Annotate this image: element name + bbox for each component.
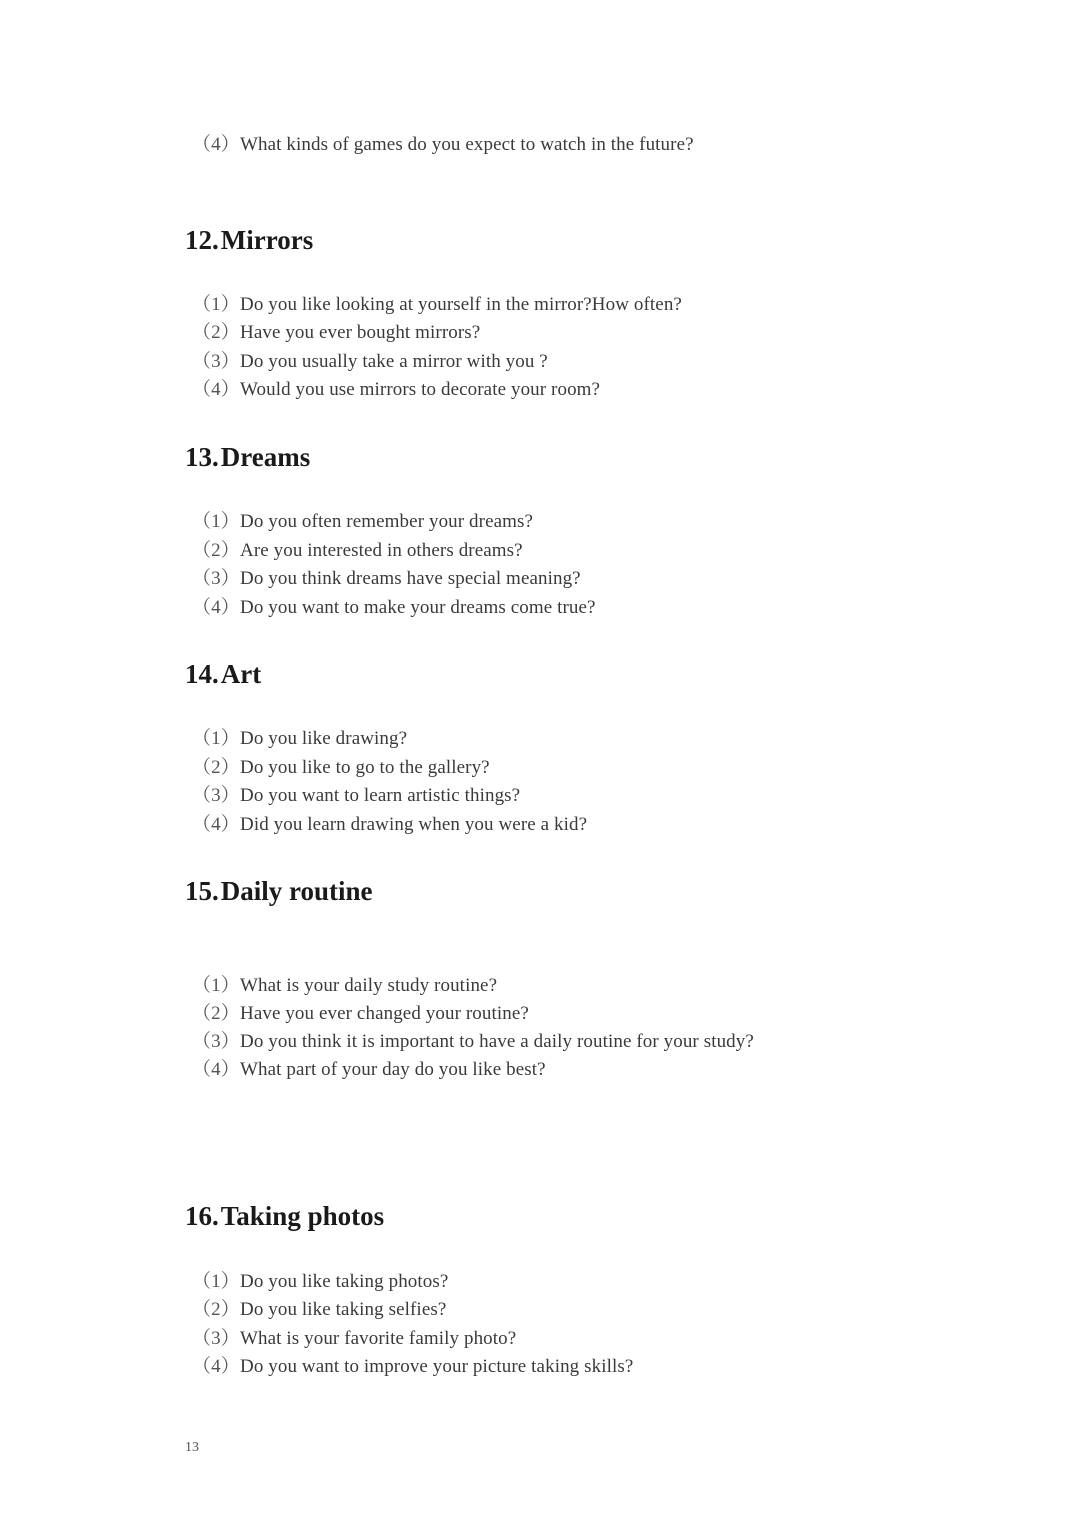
question-number: （4） <box>192 379 240 400</box>
question-text: Do you like drawing? <box>240 728 408 749</box>
question-text: Do you like taking photos? <box>240 1271 449 1292</box>
question-text: Do you want to improve your picture taking skills? <box>240 1356 634 1377</box>
question-item <box>192 1299 446 1321</box>
section-heading-mirrors <box>185 225 313 255</box>
question-number: （2） <box>192 1299 240 1320</box>
question-item <box>192 379 600 401</box>
section-title: Art <box>220 659 262 689</box>
question-text: Do you like taking selfies? <box>240 1299 447 1320</box>
question-text: Do you like to go to the gallery? <box>240 757 490 778</box>
question-text: What is your favorite family photo? <box>240 1328 517 1349</box>
section-heading-art <box>185 659 261 689</box>
question-text: Do you often remember your dreams? <box>240 511 534 532</box>
question-item <box>192 1031 754 1053</box>
question-item <box>192 322 480 344</box>
question-text: What is your daily study routine? <box>240 975 498 996</box>
question-item <box>192 728 407 750</box>
section-title: Mirrors <box>220 225 314 255</box>
section-number: 14. <box>185 659 219 689</box>
question-text: Are you interested in others dreams? <box>240 540 523 561</box>
question-number: （4） <box>192 134 240 155</box>
section-number: 16. <box>185 1201 219 1231</box>
question-text: Would you use mirrors to decorate your room? <box>240 379 601 400</box>
intro-question <box>192 134 694 156</box>
section-number: 12. <box>185 225 219 255</box>
question-item <box>192 1003 529 1025</box>
question-item <box>192 511 533 533</box>
question-number: （4） <box>192 597 240 618</box>
question-item <box>192 975 497 997</box>
question-number: （1） <box>192 511 240 532</box>
question-number: （1） <box>192 728 240 749</box>
page-number: 13 <box>185 1440 199 1455</box>
question-text: Do you usually take a mirror with you ? <box>240 351 548 372</box>
question-item <box>192 757 490 779</box>
question-item <box>192 1059 546 1081</box>
question-number: （3） <box>192 1328 240 1349</box>
question-number: （3） <box>192 351 240 372</box>
section-heading-taking-photos <box>185 1201 384 1231</box>
question-number: （1） <box>192 975 240 996</box>
question-number: （2） <box>192 757 240 778</box>
question-number: （1） <box>192 1271 240 1292</box>
section-heading-daily-routine <box>185 876 373 906</box>
question-item <box>192 814 587 836</box>
question-item <box>192 568 581 590</box>
section-heading-dreams <box>185 442 310 472</box>
question-text: Did you learn drawing when you were a kid? <box>240 814 588 835</box>
question-item <box>192 1328 516 1350</box>
question-item <box>192 1271 448 1293</box>
question-number: （4） <box>192 1059 240 1080</box>
question-number: （3） <box>192 568 240 589</box>
question-text: Do you want to make your dreams come true? <box>240 597 596 618</box>
question-text: Have you ever changed your routine? <box>240 1003 529 1024</box>
section-title: Taking photos <box>220 1201 385 1231</box>
question-number: （2） <box>192 322 240 343</box>
question-item <box>192 785 520 807</box>
question-text: Do you like looking at yourself in the mirror?How often? <box>240 294 682 315</box>
question-text: Do you want to learn artistic things? <box>240 785 521 806</box>
question-item <box>192 540 523 562</box>
question-text: What kinds of games do you expect to watch in the future? <box>240 134 694 155</box>
question-number: （1） <box>192 294 240 315</box>
question-number: （2） <box>192 1003 240 1024</box>
question-number: （4） <box>192 814 240 835</box>
section-title: Dreams <box>220 442 311 472</box>
question-text: Do you think it is important to have a daily routine for your study? <box>240 1031 754 1052</box>
question-number: （3） <box>192 1031 240 1052</box>
question-number: （4） <box>192 1356 240 1377</box>
section-number: 15. <box>185 876 219 906</box>
question-item <box>192 1356 633 1378</box>
question-number: （3） <box>192 785 240 806</box>
question-text: What part of your day do you like best? <box>240 1059 546 1080</box>
question-item <box>192 294 682 316</box>
question-item <box>192 351 548 373</box>
question-text: Do you think dreams have special meaning? <box>240 568 581 589</box>
question-item <box>192 597 596 619</box>
question-number: （2） <box>192 540 240 561</box>
question-text: Have you ever bought mirrors? <box>240 322 481 343</box>
section-title: Daily routine <box>220 876 373 906</box>
section-number: 13. <box>185 442 219 472</box>
